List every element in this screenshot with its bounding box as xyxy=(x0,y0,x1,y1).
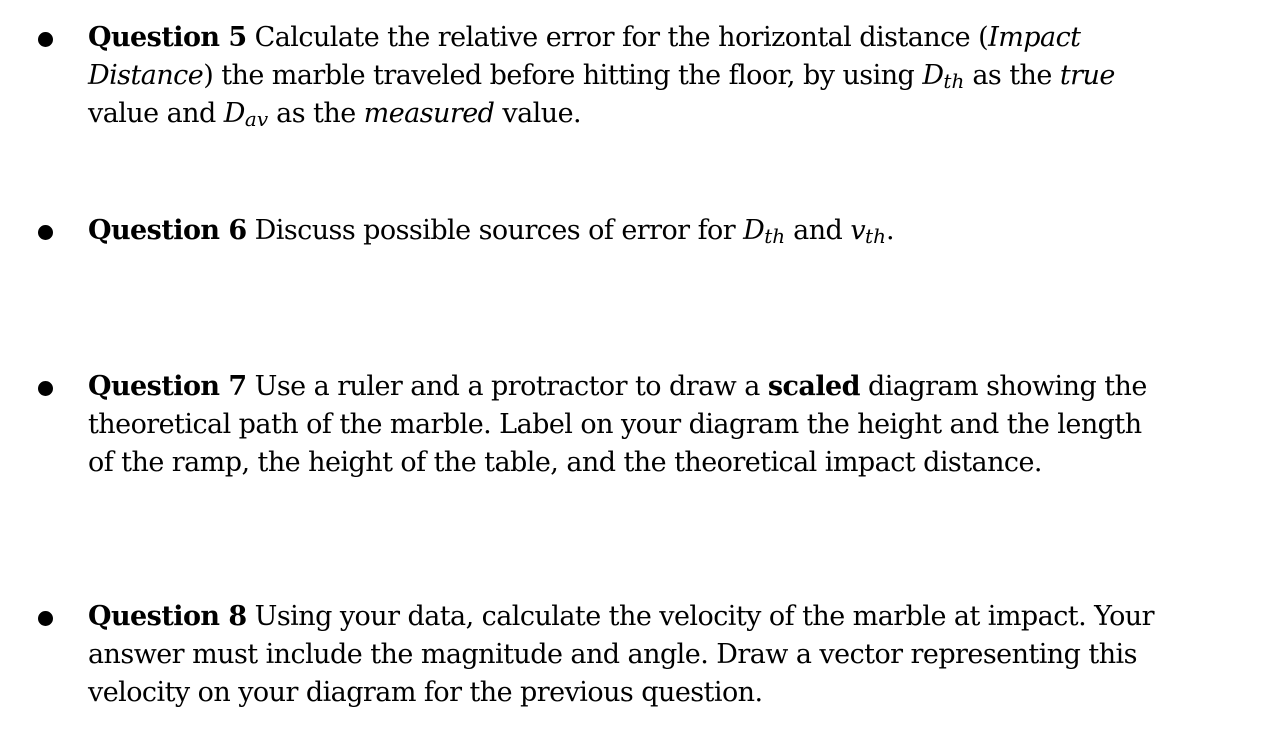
d-th-symbol: D xyxy=(743,215,765,246)
d-av-symbol: D xyxy=(223,98,245,129)
question-7-text-span: diagram showing the xyxy=(860,371,1147,402)
question-7-text xyxy=(88,368,1258,482)
question-5-text xyxy=(88,19,1258,133)
bullet-icon xyxy=(38,225,53,240)
bullet-icon xyxy=(38,611,53,626)
bullet-icon xyxy=(38,381,53,396)
question-8-line-3 xyxy=(88,674,1258,712)
question-5-text-span: Calculate the relative error for the horizontal distance ( xyxy=(254,22,989,53)
measured-term: measured xyxy=(363,98,495,129)
impact-term: Impact xyxy=(988,22,1081,53)
true-term: true xyxy=(1059,60,1115,91)
question-7-line-2 xyxy=(88,406,1258,444)
th-subscript: th xyxy=(764,224,786,248)
question-6-text-span: and xyxy=(785,215,851,246)
question-5-line-1 xyxy=(88,19,1258,57)
question-7-text-span: theoretical path of the marble. Label on your diagram the height and the length xyxy=(88,409,1142,440)
question-5-heading: Question 5 xyxy=(88,22,247,53)
question-8-text-span: Using your data, calculate the velocity of the marble at impact. Your xyxy=(254,601,1154,632)
question-6-text xyxy=(88,212,1258,250)
question-8-text-span: velocity on your diagram for the previous question. xyxy=(88,677,763,708)
question-5-text-span: value and xyxy=(88,98,224,129)
question-5-text-span: as the xyxy=(964,60,1060,91)
question-7-line-3 xyxy=(88,444,1258,482)
question-8-text-span: answer must include the magnitude and angle. Draw a vector representing this xyxy=(88,639,1137,670)
bullet-icon xyxy=(38,32,53,47)
question-7-heading: Question 7 xyxy=(88,371,247,402)
th-subscript: th xyxy=(943,69,965,93)
question-6-text-span: . xyxy=(885,215,895,246)
question-6-line-1 xyxy=(88,212,1258,250)
av-subscript: av xyxy=(244,107,269,131)
scaled-term: scaled xyxy=(767,371,860,402)
question-5-line-2 xyxy=(88,57,1258,95)
question-8-heading: Question 8 xyxy=(88,601,247,632)
question-5-text-span: ) the marble traveled before hitting the floor, by using xyxy=(203,60,923,91)
question-8-line-1 xyxy=(88,598,1258,636)
question-8-line-2 xyxy=(88,636,1258,674)
d-th-symbol: D xyxy=(922,60,944,91)
question-5-line-3 xyxy=(88,95,1258,133)
question-8-text xyxy=(88,598,1258,712)
question-5-text-span: value. xyxy=(494,98,582,129)
question-7-line-1 xyxy=(88,368,1258,406)
question-7-text-span: Use a ruler and a protractor to draw a xyxy=(254,371,768,402)
question-5-text-span: as the xyxy=(268,98,364,129)
v-th-symbol: v xyxy=(850,215,866,246)
th-subscript: th xyxy=(865,224,886,248)
question-7-text-span: of the ramp, the height of the table, and the theoretical impact distance. xyxy=(88,447,1042,478)
question-6-heading: Question 6 xyxy=(88,215,247,246)
question-6-text-span: Discuss possible sources of error for xyxy=(254,215,744,246)
distance-term: Distance xyxy=(88,60,204,91)
